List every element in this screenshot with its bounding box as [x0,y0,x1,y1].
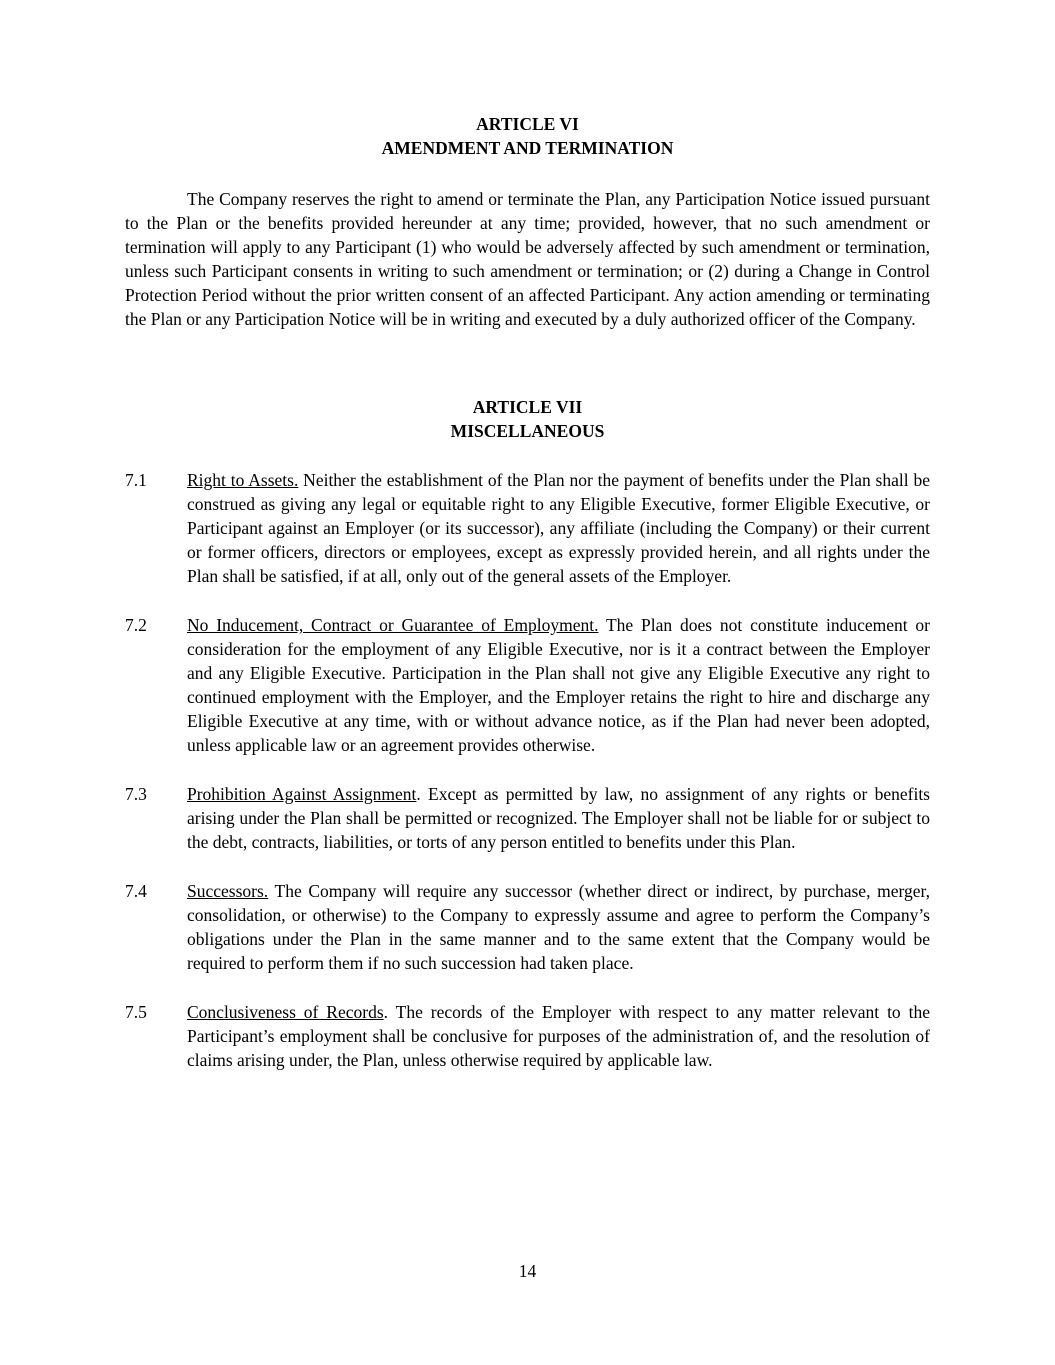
section-text: Neither the establishment of the Plan nor the payment of benefits under the Plan shall be construed as giving any legal or equitable right to any Eligible Executive, former Eligible Executive, or Participant against an Employer (or its successor), any affiliate (including the Company) or their current or former officers, directors or employees, except as expressly provided herein, and all rights under the Plan shall be satisfied, if at all, only out of the general assets of the Employer. [187,470,930,586]
section-body [187,782,930,854]
section-item-7-5 [125,1000,930,1072]
section-item-7-4 [125,879,930,975]
section-body [187,879,930,975]
section-text: The Plan does not constitute inducement or consideration for the employment of any Eligible Executive, nor is it a contract between the Employer and any Eligible Executive. Participation in the Plan shall not give any Eligible Executive any right to continued employment with the Employer, and the Employer retains the right to hire and discharge any Eligible Executive at any time, with or without advance notice, as if the Plan had never been adopted, unless applicable law or an agreement provides otherwise. [187,615,931,755]
article-vii-title: ARTICLE VII [472,397,583,417]
section-number: 7.1 [125,470,147,490]
section-item-7-1 [125,468,930,588]
section-text: . Except as permitted by law, no assignment of any rights or benefits arising under the Plan shall be permitted or recognized. The Employer shall not be liable for or subject to the debt, contracts, liabilities, or torts of any person entitled to benefits under this Plan. [187,784,930,852]
page-number: 14 [518,1261,537,1281]
section-item-7-2 [125,613,930,757]
section-body [187,468,930,588]
article-vi-heading [125,112,930,160]
article-vi-subtitle: AMENDMENT AND TERMINATION [381,138,674,158]
section-number: 7.3 [125,784,147,804]
section-number: 7.5 [125,1002,147,1022]
article-vii-subtitle: MISCELLANEOUS [450,421,605,441]
article-vi-body-paragraph: The Company reserves the right to amend or terminate the Plan, any Participation Notice issued pursuant to the Plan or the benefits provided hereunder at any time; provided, however, that no such amendment or termination will apply to any Participant (1) who would be adversely affected by such amendment or termination, unless such Participant consents in writing to such amendment or termination; or (2) during a Change in Control Protection Period without the prior written consent of an affected Participant. Any action amending or terminating the Plan or any Participation Notice will be in writing and executed by a duly authorized officer of the Company. [125,189,930,329]
section-heading: Conclusiveness of Records [187,1002,384,1022]
section-text: . The records of the Employer with respect to any matter relevant to the Participant’s employment shall be conclusive for purposes of the administration of, and the resolution of claims arising under, the Plan, unless otherwise required by applicable law. [187,1002,930,1070]
article-vi-title: ARTICLE VI [476,114,579,134]
section-item-7-3 [125,782,930,854]
section-text: The Company will require any successor (whether direct or indirect, by purchase, merger, consolidation, or otherwise) to the Company to expressly assume and agree to perform the Company’s obligations under the Plan in the same manner and to the same extent that the Company would be required to perform them if no such succession had taken place. [187,881,930,973]
section-heading: Right to Assets. [187,470,299,490]
section-number: 7.2 [125,615,147,635]
section-heading: Successors. [187,881,269,901]
section-heading: No Inducement, Contract or Guarantee of Employment. [187,615,599,635]
section-number: 7.4 [125,881,147,901]
section-body [187,613,930,757]
section-heading: Prohibition Against Assignment [187,784,417,804]
article-vii-heading [125,395,930,443]
section-body [187,1000,930,1072]
